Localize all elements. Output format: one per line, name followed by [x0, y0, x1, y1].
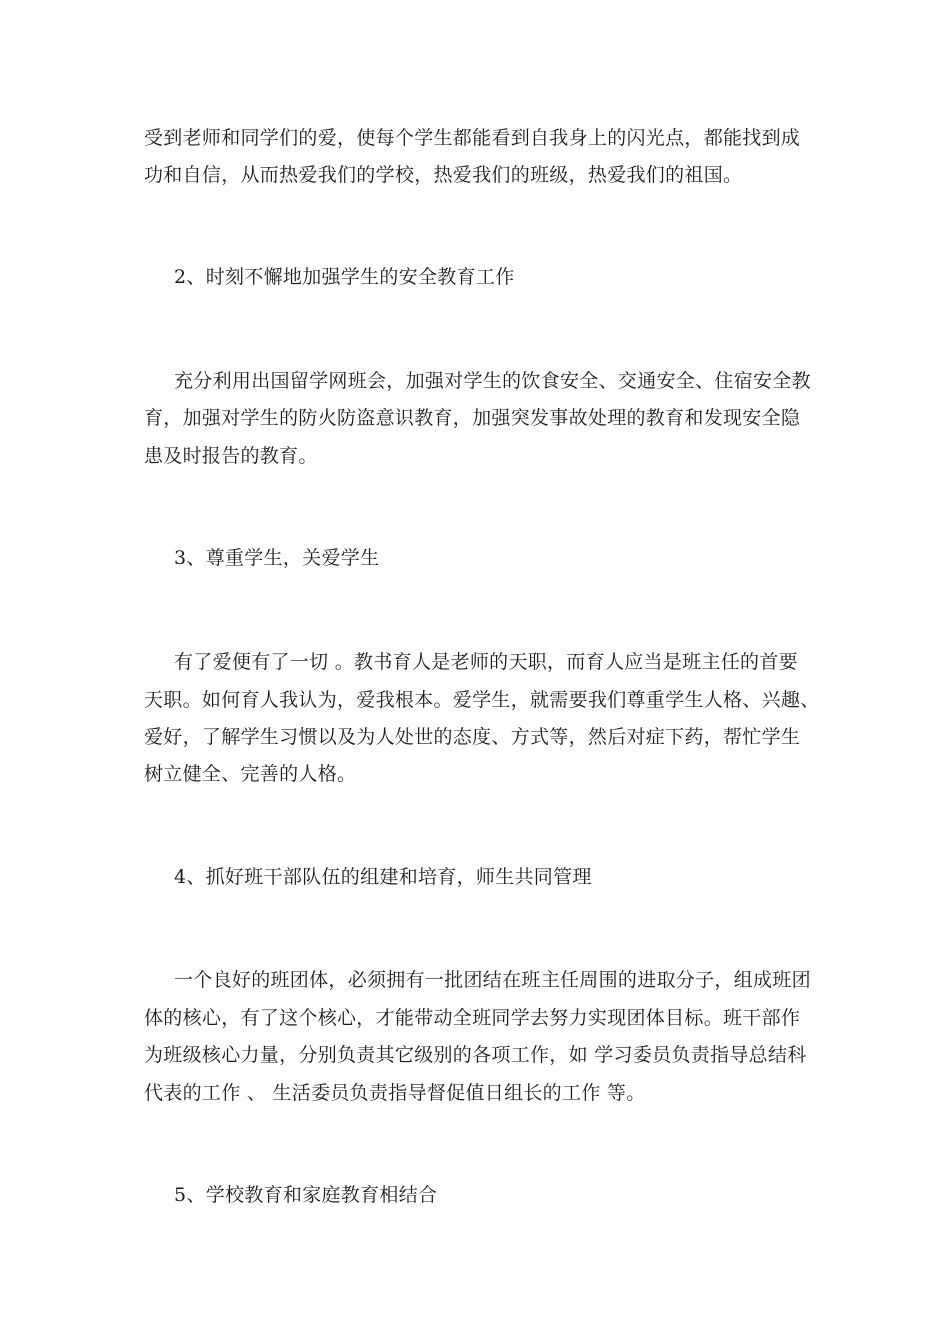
paragraph-3-line-1: 有了爱便有了一切 。教书育人是老师的天职，而育人应当是班主任的首要 — [174, 651, 798, 673]
paragraph-3-line-3: 爱好，了解学生习惯以及为人处世的态度、方式等，然后对症下药，帮忙学生 — [144, 726, 801, 748]
paragraph-2-line-1: 充分利用出国留学网班会，加强对学生的饮食安全、交通安全、住宿安全教 — [174, 370, 811, 392]
paragraph-4-line-4: 代表的工作 、 生活委员负责指导督促值日组长的工作 等。 — [144, 1082, 646, 1104]
paragraph-3-line-2: 天职。如何育人我认为，爱我根本。爱学生，就需要我们尊重学生人格、兴趣、 — [144, 689, 820, 711]
paragraph-1-line-1: 受到老师和同学们的爱，使每个学生都能看到自我身上的闪光点，都能找到成 — [144, 127, 801, 149]
paragraph-4-line-2: 体的核心，有了这个核心，才能带动全班同学去努力实现团体目标。班干部作 — [144, 1007, 801, 1029]
section-heading-3: 3、尊重学生，关爱学生 — [174, 547, 380, 569]
paragraph-2-line-3: 患及时报告的教育。 — [144, 445, 318, 467]
section-heading-2: 2、时刻不懈地加强学生的安全教育工作 — [174, 266, 515, 288]
paragraph-1-line-2: 功和自信，从而热爱我们的学校，热爱我们的班级，热爱我们的祖国。 — [144, 164, 743, 186]
section-heading-4: 4、抓好班干部队伍的组建和培育，师生共同管理 — [174, 866, 592, 888]
paragraph-4-line-1: 一个良好的班团体，必须拥有一批团结在班主任周围的进取分子，组成班团 — [174, 969, 811, 991]
paragraph-3-line-4: 树立健全、完善的人格。 — [144, 763, 357, 785]
paragraph-2-line-2: 育，加强对学生的防火防盗意识教育，加强突发事故处理的教育和发现安全隐 — [144, 407, 801, 429]
paragraph-4-line-3: 为班级核心力量，分别负责其它级别的各项工作，如 学习委员负责指导总结科 — [144, 1044, 807, 1066]
section-heading-5: 5、学校教育和家庭教育相结合 — [174, 1184, 438, 1206]
